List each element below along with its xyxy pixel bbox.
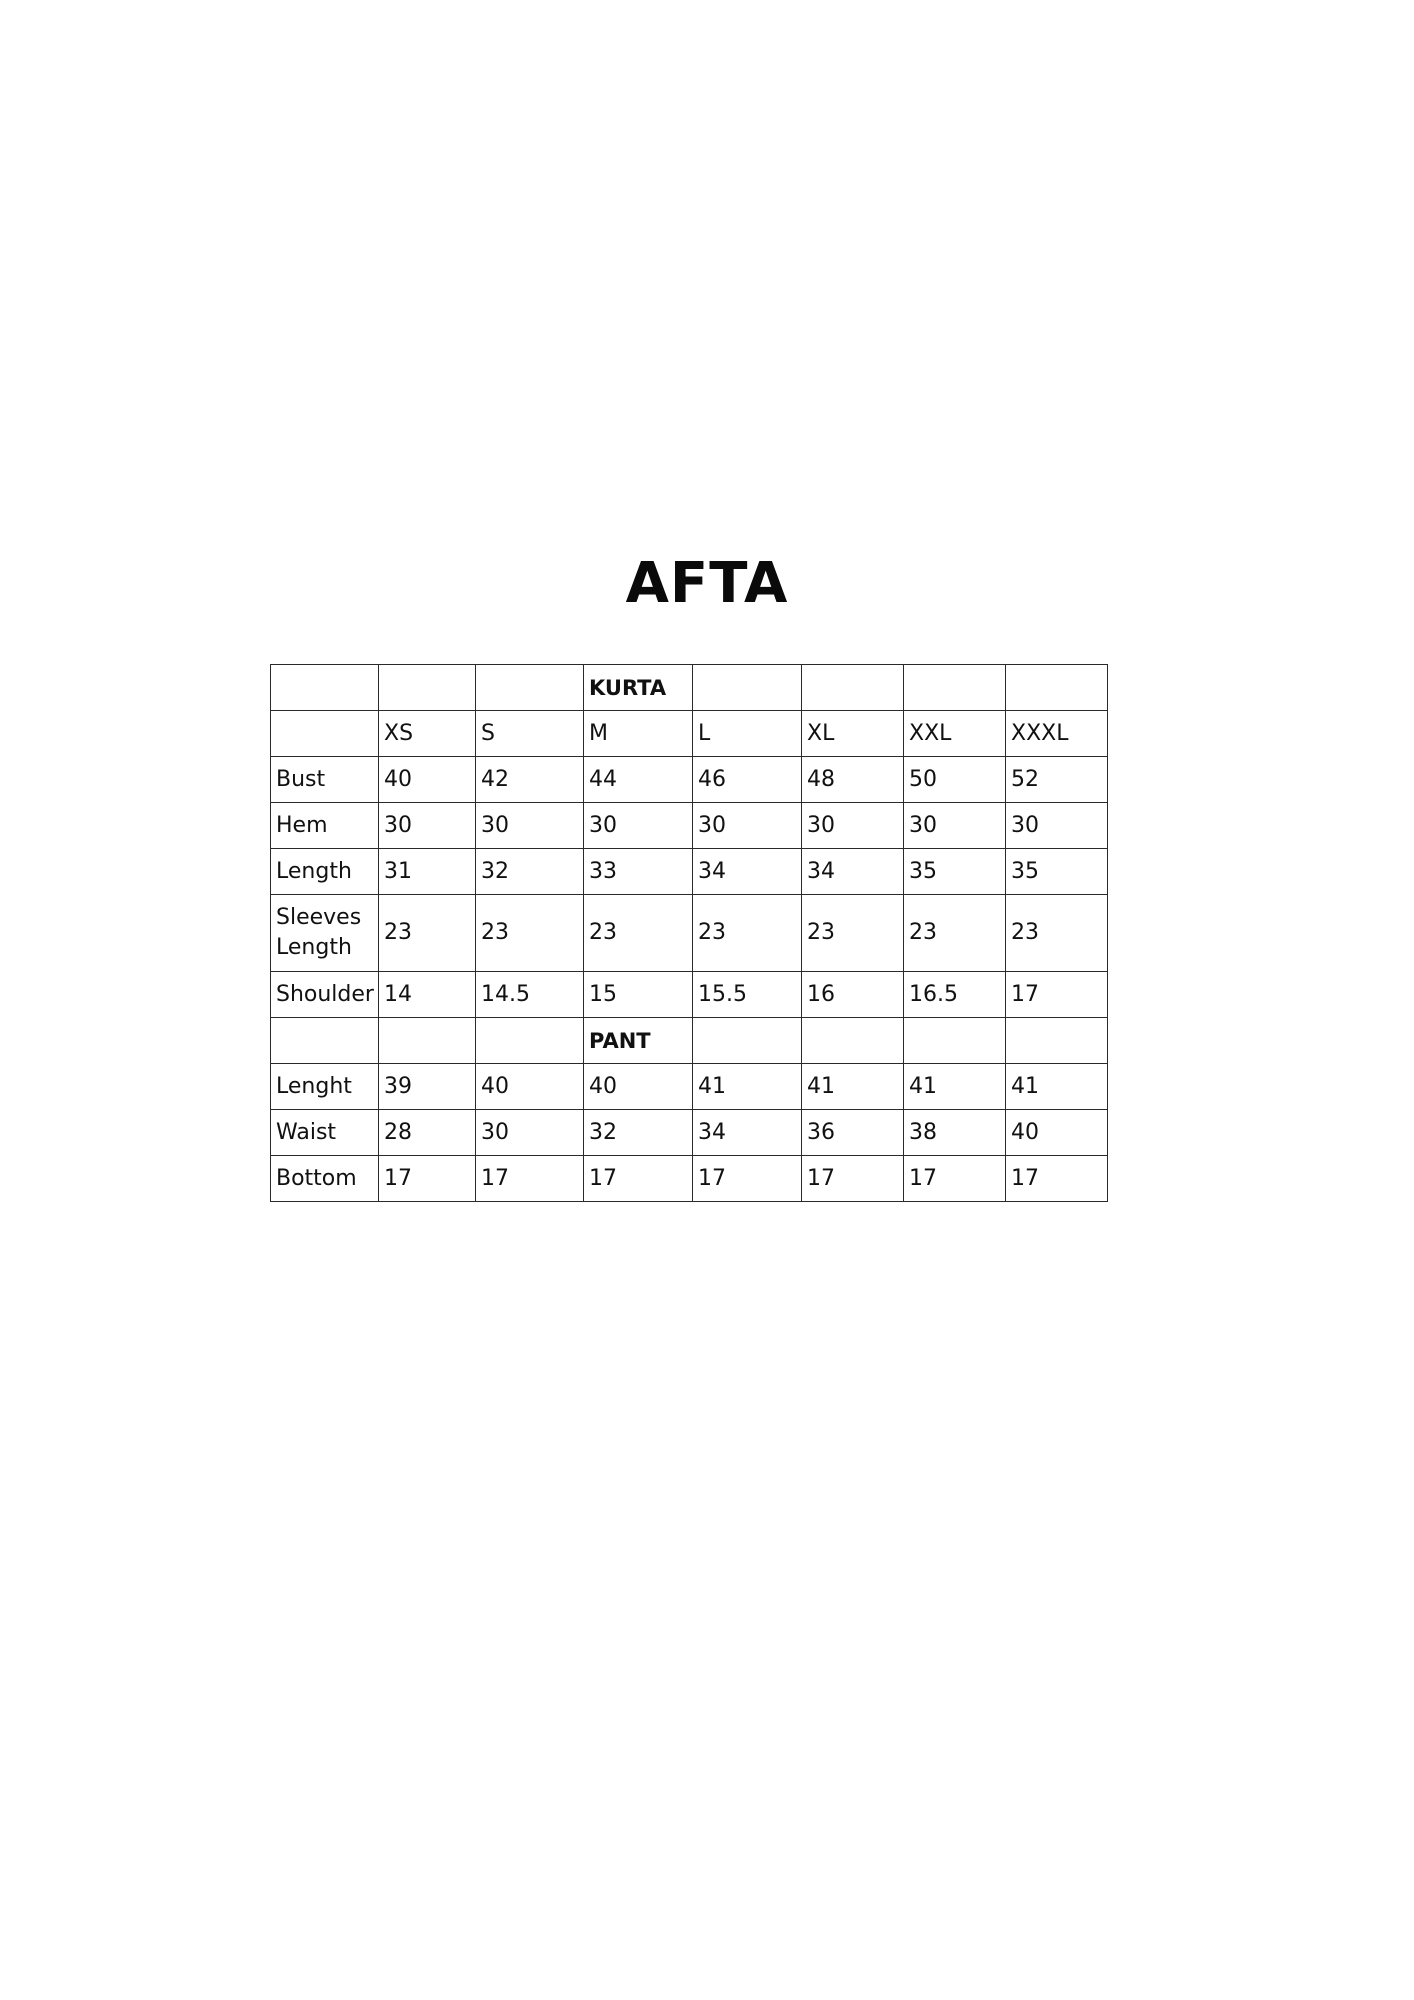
size-header-cell: L (693, 711, 802, 757)
table-cell: 44 (584, 757, 693, 803)
table-cell: 15.5 (693, 972, 802, 1018)
table-row (271, 757, 1108, 803)
table-cell: 23 (1006, 895, 1108, 972)
pant-section-label: PANT (584, 1018, 693, 1064)
table-cell: 35 (904, 849, 1006, 895)
empty-cell (379, 1018, 476, 1064)
table-cell: 33 (584, 849, 693, 895)
table-cell: 50 (904, 757, 1006, 803)
row-label: Sleeves Length (271, 895, 379, 972)
row-label: Shoulder (271, 972, 379, 1018)
table-cell: 40 (584, 1064, 693, 1110)
page-title: AFTA (625, 551, 789, 616)
table-cell: 23 (802, 895, 904, 972)
table-cell: 52 (1006, 757, 1108, 803)
table-cell: 39 (379, 1064, 476, 1110)
table-cell: 15 (584, 972, 693, 1018)
size-header-cell: XS (379, 711, 476, 757)
pant-section-row (271, 1018, 1108, 1064)
table-cell: 34 (693, 1110, 802, 1156)
empty-cell (802, 1018, 904, 1064)
empty-cell (271, 665, 379, 711)
empty-cell (693, 1018, 802, 1064)
table-cell: 23 (693, 895, 802, 972)
row-label: Hem (271, 803, 379, 849)
table-cell: 17 (802, 1156, 904, 1202)
table-cell: 41 (802, 1064, 904, 1110)
row-label: Bottom (271, 1156, 379, 1202)
table-cell: 46 (693, 757, 802, 803)
size-header-cell: XXXL (1006, 711, 1108, 757)
table-row (271, 803, 1108, 849)
kurta-section-row (271, 665, 1108, 711)
table-row (271, 1064, 1108, 1110)
table-cell: 17 (1006, 1156, 1108, 1202)
table-cell: 48 (802, 757, 904, 803)
table-cell: 23 (904, 895, 1006, 972)
table-row (271, 849, 1108, 895)
empty-cell (1006, 1018, 1108, 1064)
size-header-cell: XXL (904, 711, 1006, 757)
empty-cell (476, 665, 584, 711)
table-cell: 17 (379, 1156, 476, 1202)
size-header-cell: M (584, 711, 693, 757)
table-cell: 36 (802, 1110, 904, 1156)
table-cell: 23 (476, 895, 584, 972)
empty-cell (904, 1018, 1006, 1064)
table-cell: 35 (1006, 849, 1108, 895)
table-cell: 23 (584, 895, 693, 972)
size-chart-table (270, 664, 1108, 1202)
table-row (271, 895, 1108, 972)
table-cell: 42 (476, 757, 584, 803)
empty-cell (904, 665, 1006, 711)
empty-cell (802, 665, 904, 711)
table-cell: 41 (693, 1064, 802, 1110)
table-cell: 31 (379, 849, 476, 895)
row-label: Bust (271, 757, 379, 803)
size-header-cell: S (476, 711, 584, 757)
table-cell: 17 (693, 1156, 802, 1202)
table-cell: 34 (802, 849, 904, 895)
kurta-section-label: KURTA (584, 665, 693, 711)
empty-cell (476, 1018, 584, 1064)
table-cell: 40 (1006, 1110, 1108, 1156)
row-label: Length (271, 849, 379, 895)
empty-cell (271, 1018, 379, 1064)
table-cell: 34 (693, 849, 802, 895)
size-header-cell: XL (802, 711, 904, 757)
table-row (271, 972, 1108, 1018)
table-cell: 30 (476, 1110, 584, 1156)
table-cell: 17 (584, 1156, 693, 1202)
table-cell: 40 (379, 757, 476, 803)
table-cell: 17 (476, 1156, 584, 1202)
empty-cell (379, 665, 476, 711)
empty-cell (271, 711, 379, 757)
table-cell: 32 (476, 849, 584, 895)
table-cell: 30 (904, 803, 1006, 849)
table-cell: 30 (379, 803, 476, 849)
table-cell: 40 (476, 1064, 584, 1110)
table-cell: 14 (379, 972, 476, 1018)
row-label: Waist (271, 1110, 379, 1156)
table-cell: 16.5 (904, 972, 1006, 1018)
table-cell: 23 (379, 895, 476, 972)
size-header-row (271, 711, 1108, 757)
table-cell: 41 (904, 1064, 1006, 1110)
table-cell: 16 (802, 972, 904, 1018)
table-cell: 30 (802, 803, 904, 849)
table-cell: 30 (693, 803, 802, 849)
table-row (271, 1110, 1108, 1156)
empty-cell (1006, 665, 1108, 711)
table-cell: 30 (476, 803, 584, 849)
table-cell: 17 (1006, 972, 1108, 1018)
table-cell: 41 (1006, 1064, 1108, 1110)
table-cell: 32 (584, 1110, 693, 1156)
table-cell: 38 (904, 1110, 1006, 1156)
table-cell: 30 (1006, 803, 1108, 849)
table-cell: 17 (904, 1156, 1006, 1202)
table-cell: 14.5 (476, 972, 584, 1018)
table-cell: 30 (584, 803, 693, 849)
empty-cell (693, 665, 802, 711)
table-cell: 28 (379, 1110, 476, 1156)
row-label: Lenght (271, 1064, 379, 1110)
table-row (271, 1156, 1108, 1202)
